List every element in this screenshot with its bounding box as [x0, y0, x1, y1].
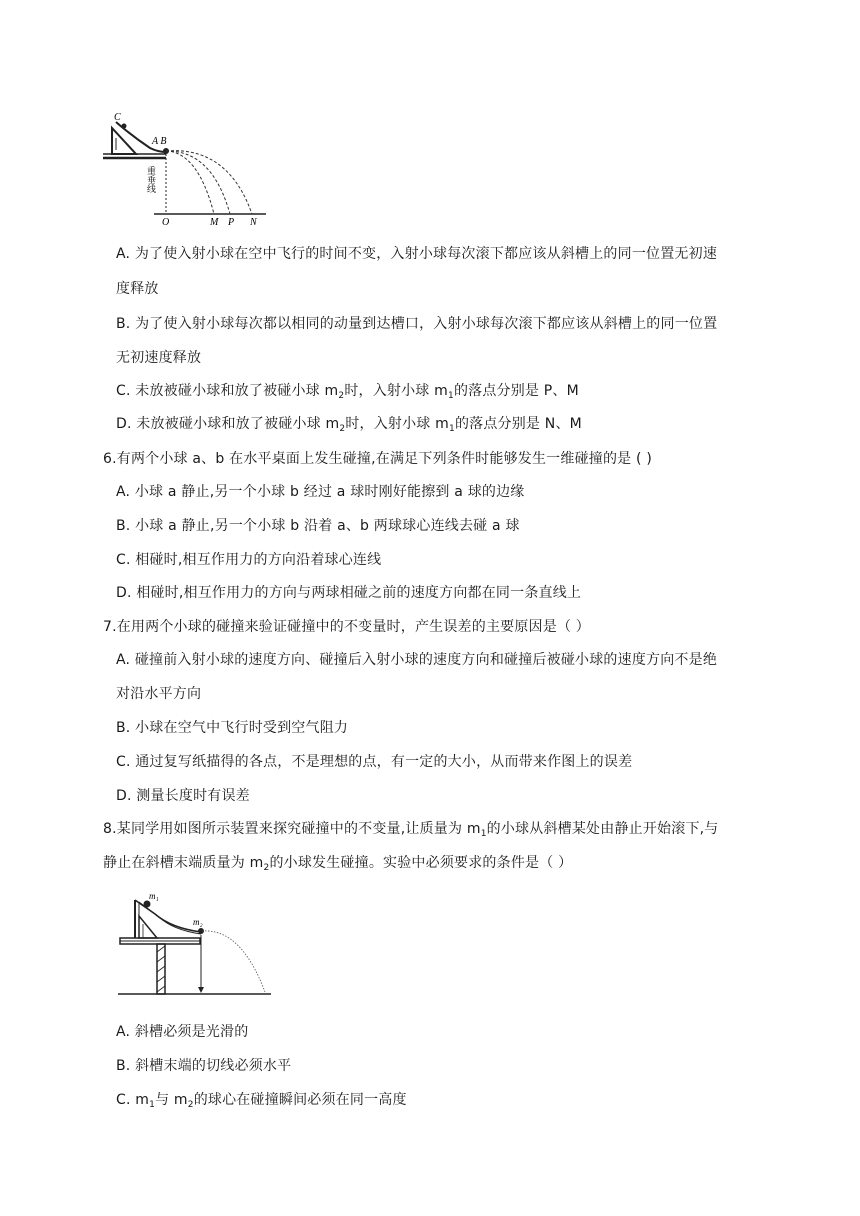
q6-option-c: C. 相碰时,相互作用力的方向沿着球心连线 [116, 552, 382, 568]
q6-option-d: D. 相碰时,相互作用力的方向与两球相碰之前的速度方向都在同一条直线上 [116, 585, 582, 601]
label-ab: A B [152, 136, 167, 147]
q5-option-b-line1: B. 为了使入射小球每次都以相同的动量到达槽口，入射小球每次滚下都应该从斜槽上的同一位置 [116, 316, 718, 332]
q6-option-b: B. 小球 a 静止,另一个小球 b 沿着 a、b 两球球心连线去碰 a 球 [116, 518, 520, 534]
q8-option-a: A. 斜槽必须是光滑的 [116, 1024, 249, 1040]
label-m1: m₁ [149, 891, 159, 901]
label-o: O [162, 217, 170, 228]
q7-option-a-line1: A. 碰撞前入射小球的速度方向、碰撞后入射小球的速度方向和碰撞后被碰小球的速度方向不是绝 [116, 652, 718, 668]
collision-apparatus-figure [100, 110, 270, 228]
label-c: C [114, 112, 121, 123]
label-p: P [228, 217, 235, 228]
label-n: N [250, 217, 257, 228]
q7-option-c: C. 通过复写纸描得的各点，不是理想的点，有一定的大小，从而带来作图上的误差 [116, 754, 633, 770]
q5-option-a-line2: 度释放 [116, 281, 159, 297]
label-m: M [210, 217, 219, 228]
q8-stem-line2: 静止在斜槽末端质量为 $m_2$的小球发生碰撞。实验中必须要求的条件是（ ） [103, 855, 573, 873]
q5-option-b-line2: 无初速度释放 [116, 350, 202, 366]
q7-option-a-line2: 对沿水平方向 [116, 686, 202, 702]
q6-option-a: A. 小球 a 静止,另一个小球 b 经过 a 球时刚好能擦到 a 球的边缘 [116, 484, 525, 500]
q5-option-a-line1: A. 为了使入射小球在空中飞行的时间不变，入射小球每次滚下都应该从斜槽上的同一位置无初速 [116, 246, 718, 262]
q7-option-b: B. 小球在空气中飞行时受到空气阻力 [116, 720, 349, 736]
slope-apparatus-figure [115, 888, 275, 1000]
q8-option-b: B. 斜槽末端的切线必须水平 [116, 1058, 292, 1074]
label-plumb-line: 重垂线 [145, 166, 155, 193]
label-m2: m₂ [193, 917, 203, 927]
q8-option-c: C. $m_1$与 $m_2$的球心在碰撞瞬间必须在同一高度 [116, 1092, 407, 1110]
q8-stem-line1: 8.某同学用如图所示装置来探究碰撞中的不变量,让质量为 $m_1$的小球从斜槽某处由静止开始滚下,与 [103, 821, 719, 839]
q5-option-d: D. 未放被碰小球和放了被碰小球 $m_2$时，入射小球 $m_1$的落点分别是 N、M [116, 416, 582, 434]
q7-stem: 7.在用两个小球的碰撞来验证碰撞中的不变量时，产生误差的主要原因是（ ） [103, 619, 591, 635]
q5-option-c: C. 未放被碰小球和放了被碰小球 $m_2$时，入射小球 $m_1$的落点分别是 P、M [116, 383, 579, 401]
q6-stem: 6.有两个小球 a、b 在水平桌面上发生碰撞,在满足下列条件时能够发生一维碰撞的是 ( ) [103, 451, 652, 467]
q7-option-d: D. 测量长度时有误差 [116, 788, 250, 804]
